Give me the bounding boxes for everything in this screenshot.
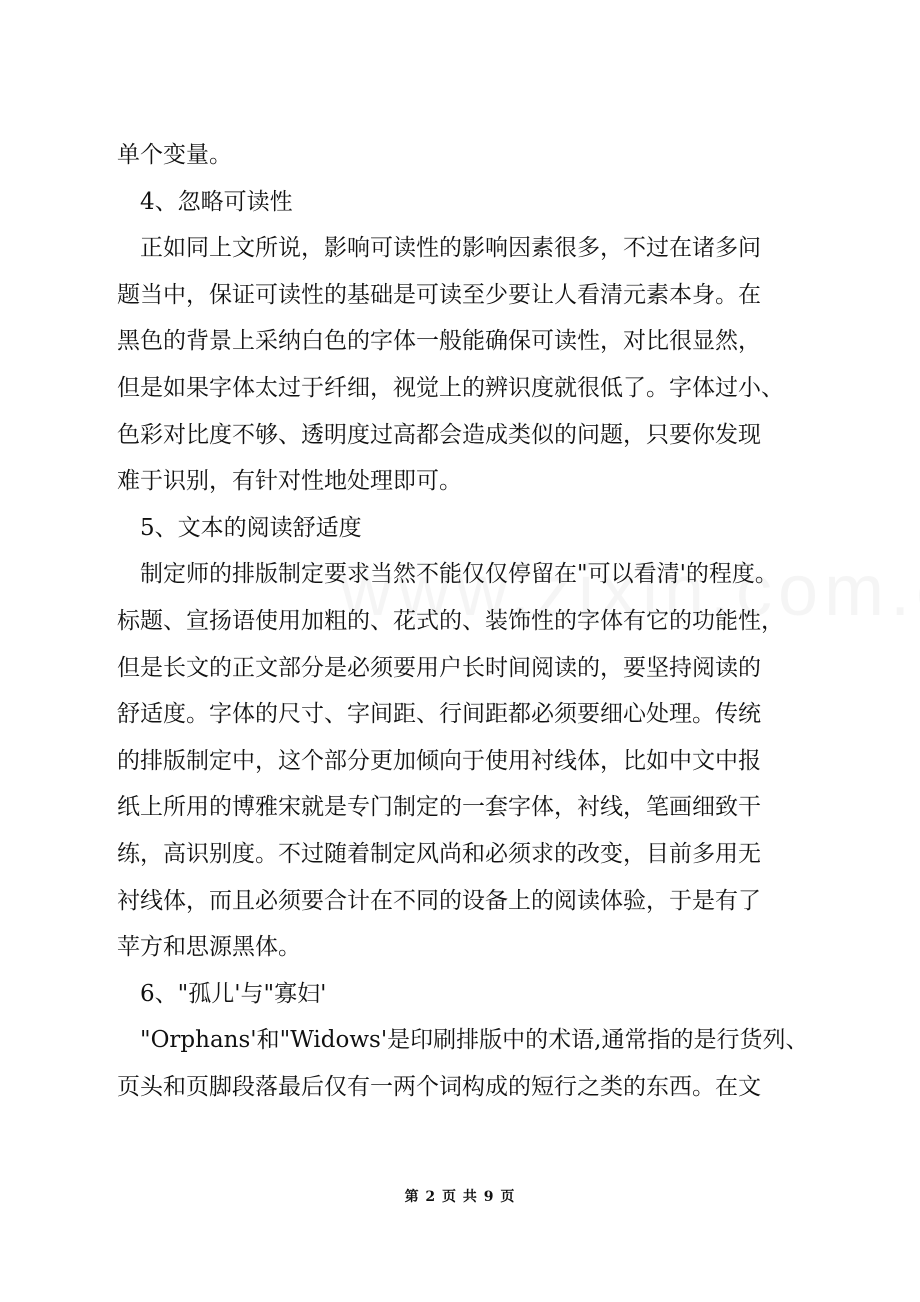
text-line: 色彩对比度不够、透明度过高都会造成类似的问题，只要你发现 [117,421,761,448]
section-heading-6: 6、"孤儿'与"寡妇' [140,980,327,1007]
text-line: 制定师的排版制定要求当然不能仅仅停留在"可以看清'的程度。 [140,561,778,588]
text-line: 标题、宣扬语使用加粗的、花式的、装饰性的字体有它的功能性， [117,607,784,634]
text-line: 的排版制定中，这个部分更加倾向于使用衬线体，比如中文中报 [117,747,761,774]
text-line: 纸上所用的博雅宋就是专门制定的一套字体，衬线，笔画细致干 [117,794,761,821]
section-heading-5: 5、文本的阅读舒适度 [140,514,362,541]
text-line: 舒适度。字体的尺寸、字间距、行间距都必须要细心处理。传统 [117,701,761,728]
text-line: "Orphans'和"Widows'是印刷排版中的术语,通常指的是行货列、 [140,1027,809,1054]
text-line: 苹方和思源黑体。 [117,934,301,961]
text-line: 黑色的背景上采纳白色的字体一般能确保可读性，对比很显然， [117,328,761,355]
text-line: 练，高识别度。不过随着制定风尚和必须求的改变，目前多用无 [117,840,761,867]
text-line: 但是长文的正文部分是必须要用户长时间阅读的，要坚持阅读的 [117,654,761,681]
text-line: 正如同上文所说，影响可读性的影响因素很多，不过在诸多问 [140,235,761,262]
text-line: 但是如果字体太过于纤细，视觉上的辨识度就很低了。字体过小、 [117,374,784,401]
section-heading-4: 4、忽略可读性 [140,188,293,215]
text-line: 单个变量。 [117,142,232,168]
text-line: 页头和页脚段落最后仅有一两个词构成的短行之类的东西。在文 [117,1073,761,1100]
page-number-footer: 第 2 页 共 9 页 [404,1189,516,1205]
text-line: 衬线体，而且必须要合计在不同的设备上的阅读体验，于是有了 [117,887,761,914]
text-line: 题当中，保证可读性的基础是可读至少要让人看清元素本身。在 [117,281,761,308]
text-line: 难于识别，有针对性地处理即可。 [117,468,462,495]
body-text [117,132,817,1110]
